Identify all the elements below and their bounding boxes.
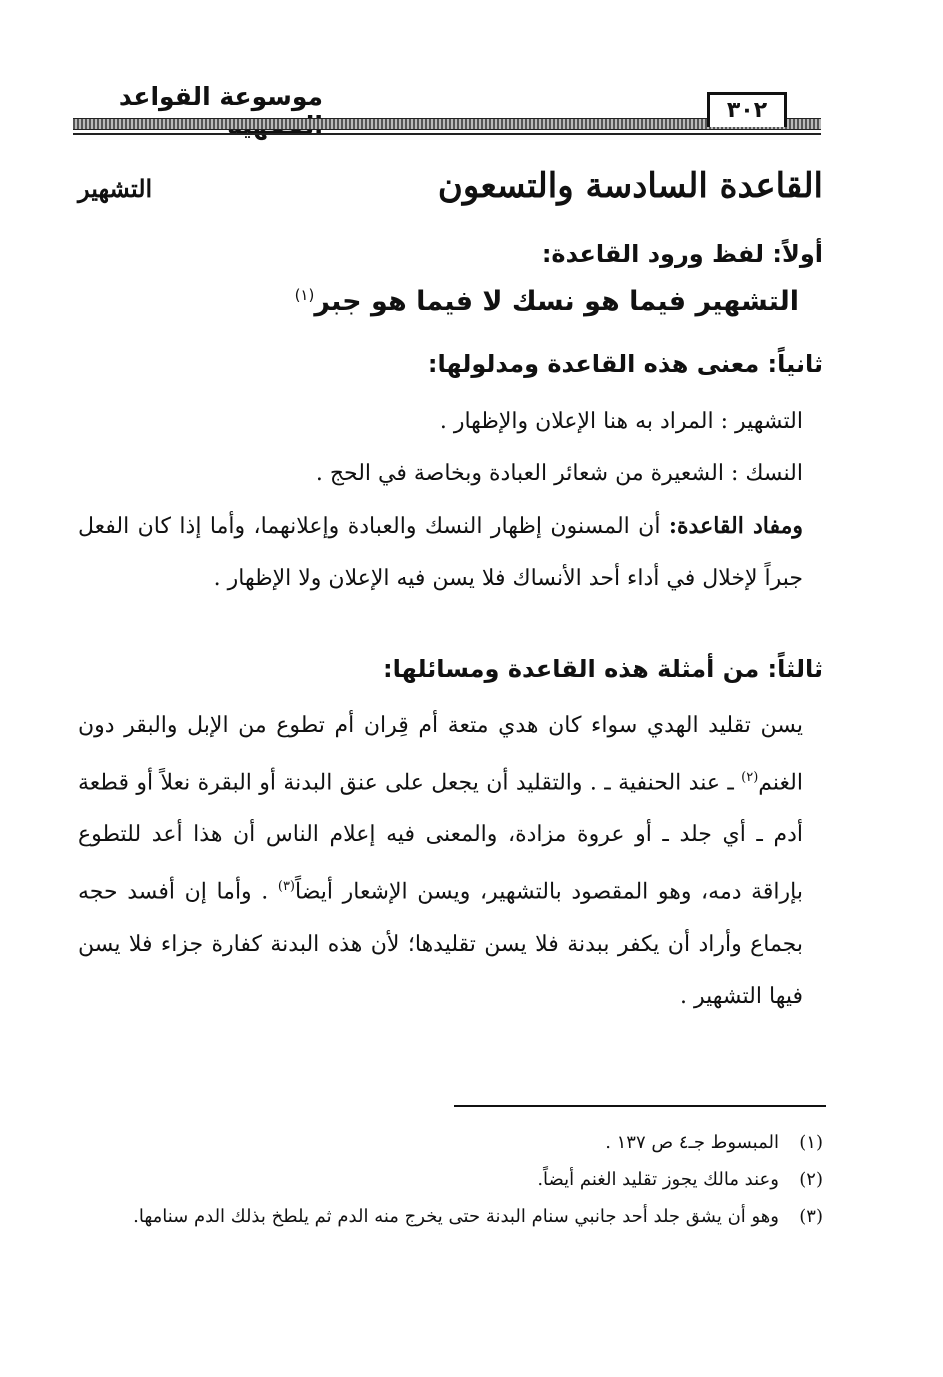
rule-statement-text: التشهير فيما هو نسك لا فيما هو جبر [314, 286, 799, 317]
footnote-item [71, 1124, 823, 1161]
rule-title: القاعدة السادسة والتسعون [437, 166, 823, 206]
example-text-part1: يسن تقليد الهدي سواء كان هدي متعة أم قِران أم تطوع من الإبل والبقر دون الغنم [78, 713, 803, 796]
meaning-section [78, 396, 803, 605]
page-number: ٣٠٢ [707, 92, 787, 127]
running-header-book-title: موسوعة القواعد [118, 82, 323, 111]
footnote-text: وعند مالك يجوز تقليد الغنم أيضاً. [537, 1169, 779, 1190]
examples-section [78, 700, 803, 1023]
example-text-part3: . وأما إن أفسد حجه بجماع وأراد أن يكفر ببدنة فلا يسن تقليدها؛ لأن هذه البدنة كفارة جزاء فلا يسن فيها التشهير . [78, 879, 803, 1009]
footnote-item [71, 1198, 823, 1235]
rule-benefit-text: أن المسنون إظهار النسك والعبادة وإعلانهما، وأما إذا كان الفعل جبراً لإخلال في أداء أحد الأنساك فلا يسن فيه الإعلان ولا الإظهار . [78, 514, 803, 591]
footnote-mark: (٣) [799, 1206, 823, 1227]
rule-benefit-label: ومفاد القاعدة: [668, 513, 803, 539]
example-paragraph [78, 700, 803, 1023]
footnote-separator [454, 1105, 826, 1107]
footnote-ref-2: (٢) [741, 770, 759, 785]
rule-topic: التشهير [78, 174, 153, 203]
example-text-part2: ـ عند الحنفية ـ . والتقليد أن يجعل على عنق البدنة أو البقرة نعلاً أو قطعة أدم ـ أي جلد ـ أو عروة مزادة، والمعنى فيه إعلام الناس أن هذا أعد للتطوع بإراقة دمه، وهو المقصود بالتشهير، ويسن الإشعار أيضاً [78, 770, 803, 905]
footnote-item [71, 1161, 823, 1198]
footnote-ref-1: (١) [294, 286, 315, 304]
definition-nusuk: النسك : الشعيرة من شعائر العبادة وبخاصة في الحج . [315, 461, 803, 486]
footnotes [71, 1124, 823, 1235]
section-heading-second: ثانياً: معنى هذه القاعدة ومدلولها: [427, 350, 823, 378]
header-rule [73, 133, 821, 135]
definition-tashhir: التشهير : المراد به هنا الإعلان والإظهار . [439, 409, 803, 434]
footnote-mark: (٢) [799, 1169, 823, 1190]
section-heading-first: أولاً: لفظ ورود القاعدة: [541, 240, 823, 268]
footnote-mark: (١) [799, 1132, 823, 1153]
section-heading-third: ثالثاً: من أمثلة هذه القاعدة ومسائلها: [382, 655, 823, 683]
footnote-text: المبسوط جـ٤ ص ١٣٧ . [605, 1132, 779, 1153]
rule-benefit [78, 500, 803, 605]
rule-statement [295, 286, 799, 317]
footnote-ref-3: (٣) [277, 879, 295, 895]
footnote-text: وهو أن يشق جلد أحد جانبي سنام البدنة حتى يخرج منه الدم ثم يلطخ بذلك الدم سنامها. [133, 1206, 779, 1227]
